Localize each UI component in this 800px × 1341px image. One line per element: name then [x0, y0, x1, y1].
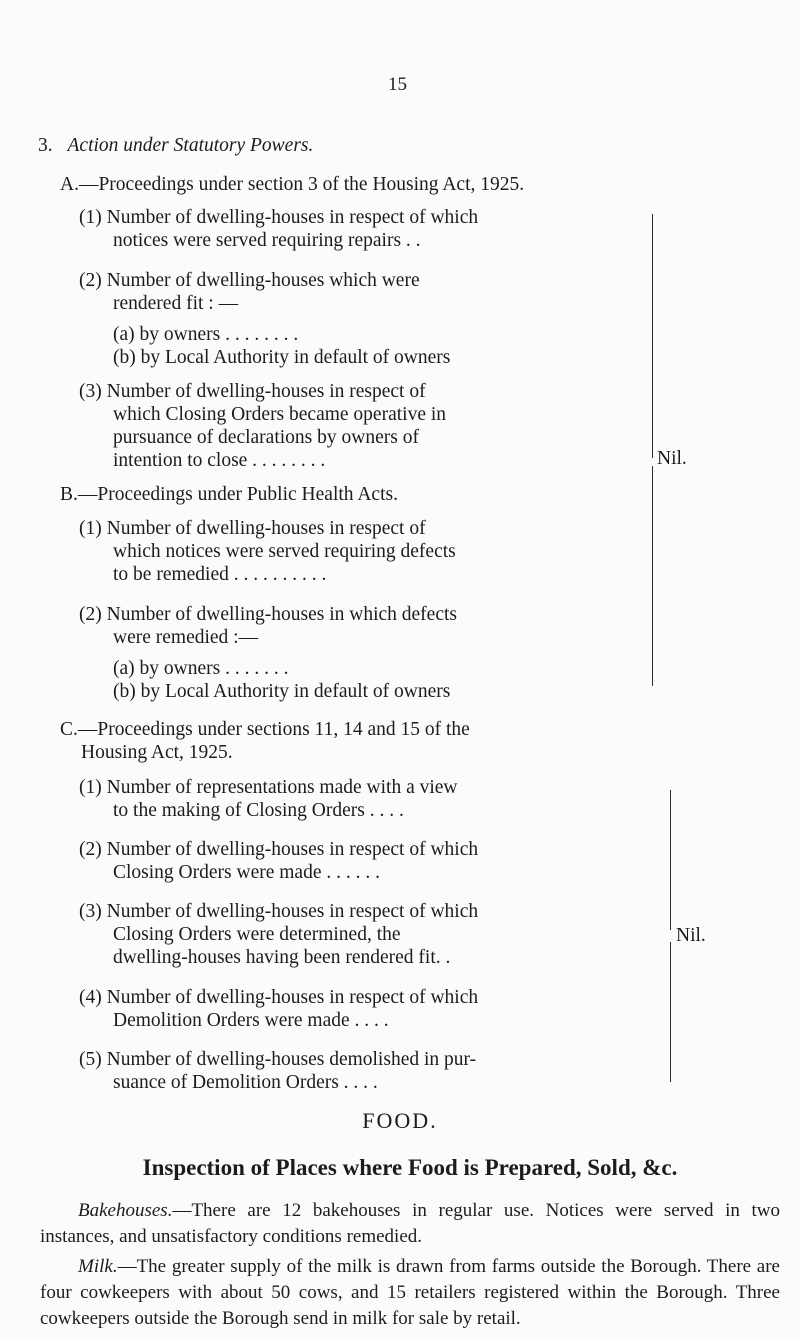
milk-text: —The greater supply of the milk is drawn from farms outside the Borough. There are four cowkeepers with about 50 cows, and 15 retailers registered within the Borough. Three cowkeepers outside the Borough send in milk for sale by retail. — [40, 1256, 780, 1329]
b-item-2b: (b) by Local Authority in default of owners — [113, 681, 451, 702]
b-item-1-line-3: to be remedied . . . . . . . . . . — [113, 564, 327, 585]
milk-label: Milk. — [78, 1256, 118, 1277]
c-item-4-line-2: Demolition Orders were made . . . . — [113, 1010, 389, 1031]
inspection-heading: Inspection of Places where Food is Prepared, Sold, &c. — [142, 1155, 678, 1180]
b-item-2-line-2: were remedied :— — [113, 627, 259, 648]
part-c-heading-line-2: Housing Act, 1925. — [81, 742, 233, 763]
brace-top — [648, 214, 653, 458]
b-item-1-line-2: which notices were served requiring defects — [113, 541, 456, 562]
c-item-1-line-1: (1) Number of representations made with a view — [79, 777, 458, 798]
b-item-1-line-1: (1) Number of dwelling-houses in respect of — [79, 518, 426, 539]
nil-label-1: Nil. — [657, 448, 687, 469]
c-item-5-line-1: (5) Number of dwelling-houses demolished in pur- — [79, 1049, 477, 1070]
section-title: Action under Statutory Powers. — [67, 135, 314, 156]
brace-c-top — [666, 790, 671, 930]
a-item-1-line-1: (1) Number of dwelling-houses in respect of which — [79, 207, 479, 228]
a-item-2b: (b) by Local Authority in default of owners — [113, 347, 451, 368]
brace-c-bottom — [666, 942, 671, 1082]
a-item-1-line-2: notices were served requiring repairs . . — [113, 230, 421, 251]
section-heading — [38, 134, 313, 158]
c-item-4-line-1: (4) Number of dwelling-houses in respect of which — [79, 987, 479, 1008]
milk-paragraph — [40, 1254, 780, 1332]
bakehouses-label: Bakehouses. — [78, 1200, 173, 1221]
c-item-2-line-1: (2) Number of dwelling-houses in respect of which — [79, 839, 479, 860]
b-item-2a: (a) by owners . . . . . . . — [113, 658, 289, 679]
part-a-heading: A.—Proceedings under section 3 of the Housing Act, 1925. — [60, 174, 525, 195]
a-item-2-line-1: (2) Number of dwelling-houses which were — [79, 270, 420, 291]
food-heading: FOOD. — [362, 1108, 438, 1133]
a-item-2-line-2: rendered fit : — — [113, 293, 239, 314]
section-number: 3. — [38, 135, 53, 156]
part-c-heading-line-1: C.—Proceedings under sections 11, 14 and 15 of the — [60, 719, 470, 740]
brace-bottom — [648, 466, 653, 686]
a-item-2a: (a) by owners . . . . . . . . — [113, 324, 299, 345]
c-item-3-line-3: dwelling-houses having been rendered fit. . — [113, 947, 451, 968]
a-item-3-line-3: pursuance of declarations by owners of — [113, 427, 419, 448]
bakehouses-text: —There are 12 bakehouses in regular use. Notices were served in two instances, and unsatisfactory conditions remedied. — [40, 1200, 780, 1247]
c-item-3-line-1: (3) Number of dwelling-houses in respect of which — [79, 901, 479, 922]
bakehouses-paragraph — [40, 1198, 780, 1250]
c-item-3-line-2: Closing Orders were determined, the — [113, 924, 401, 945]
c-item-2-line-2: Closing Orders were made . . . . . . — [113, 862, 380, 883]
nil-label-2: Nil. — [676, 925, 706, 946]
c-item-1-line-2: to the making of Closing Orders . . . . — [113, 800, 404, 821]
part-b-heading: B.—Proceedings under Public Health Acts. — [60, 484, 398, 505]
a-item-3-line-2: which Closing Orders became operative in — [113, 404, 447, 425]
a-item-3-line-4: intention to close . . . . . . . . — [113, 450, 326, 471]
c-item-5-line-2: suance of Demolition Orders . . . . — [113, 1072, 378, 1093]
b-item-2-line-1: (2) Number of dwelling-houses in which defects — [79, 604, 457, 625]
page-number: 15 — [388, 74, 407, 95]
a-item-3-line-1: (3) Number of dwelling-houses in respect of — [79, 381, 426, 402]
